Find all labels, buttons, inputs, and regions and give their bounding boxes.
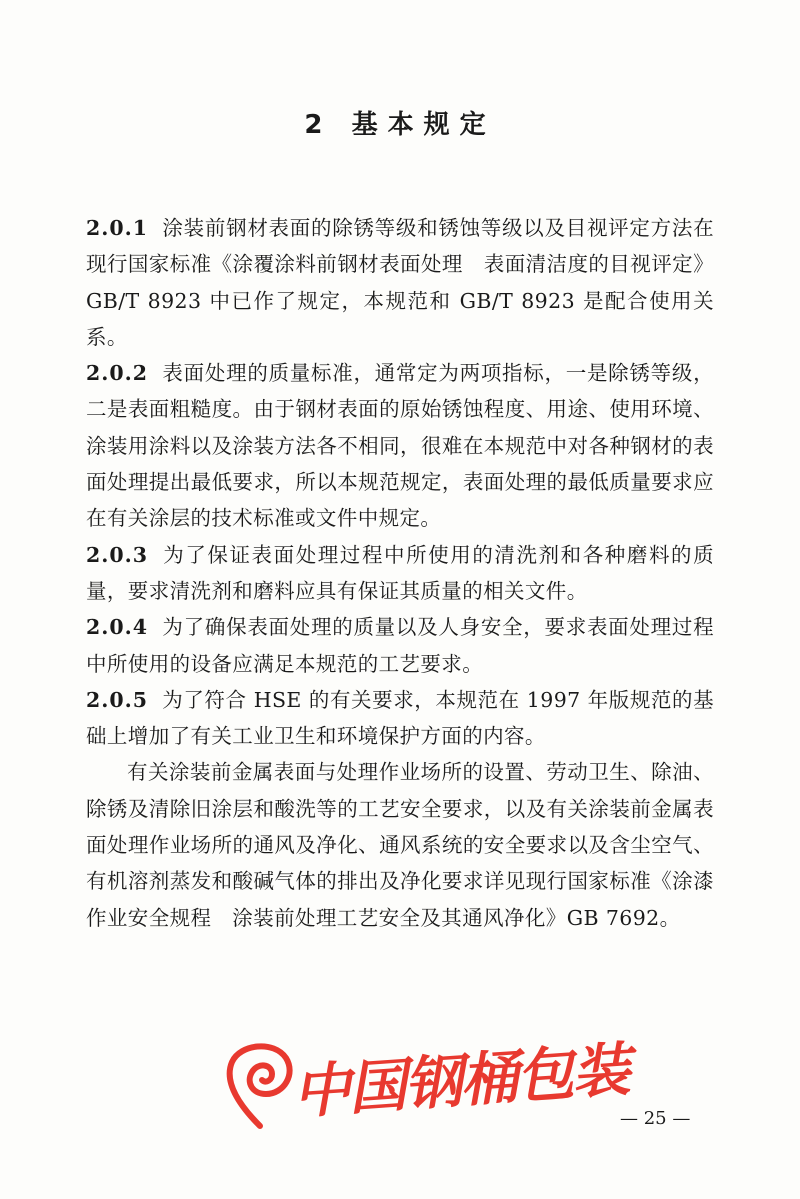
chapter-title: 2 基本规定 [304, 110, 496, 140]
clause-number: 2.0.2 [86, 361, 149, 386]
watermark-text: 中国钢桶包装 [290, 1035, 631, 1127]
continuation-paragraph: 有关涂装前金属表面与处理作业场所的设置、劳动卫生、除油、除锈及清除旧涂层和酸洗等的工艺安全要求，以及有关涂装前金属表面处理作业场所的通风及净化、通风系统的安全要求以及含尘空气、有机溶剂蒸发和酸碱气体的排出及净化要求详见现行国家标准《涂漆作业安全规程 涂装前处理工艺安全及其通风净化》GB 7692。 [86, 760, 714, 930]
page-number: — 25 — [620, 1108, 691, 1129]
spiral-logo-icon [222, 1036, 298, 1132]
section-2-0-3 [86, 537, 714, 610]
section-2-0-2 [86, 355, 714, 536]
clause-number: 2.0.3 [86, 542, 149, 567]
section-2-0-1 [86, 210, 714, 355]
clause-number: 2.0.4 [86, 615, 149, 640]
clause-number: 2.0.1 [86, 216, 149, 240]
clause-text: 为了符合 HSE 的有关要求，本规范在 1997 年版规范的基础上增加了有关工业卫生和环境保护方面的内容。 [86, 687, 714, 749]
section-2-0-4 [86, 609, 714, 682]
clause-text: 涂装前钢材表面的除锈等级和锈蚀等级以及目视评定方法在现行国家标准《涂覆涂料前钢材表面处理 表面清洁度的目视评定》GB/T 8923 中已作了规定，本规范和 GB/T 8923 是配合使用关系。 [86, 216, 714, 349]
clause-text: 为了确保表面处理的质量以及人身安全，要求表面处理过程中所使用的设备应满足本规范的工艺要求。 [86, 615, 714, 676]
clause-text: 表面处理的质量标准，通常定为两项指标，一是除锈等级，二是表面粗糙度。由于钢材表面的原始锈蚀程度、用途、使用环境、涂装用涂料以及涂装方法各不相同，很难在本规范中对各种钢材的表面处理提出最低要求，所以本规范规定，表面处理的最低质量要求应在有关涂层的技术标准或文件中规定。 [86, 361, 714, 531]
clause-text: 为了保证表面处理过程中所使用的清洗剂和各种磨料的质量，要求清洗剂和磨料应具有保证其质量的相关文件。 [86, 542, 714, 603]
watermark-logo [222, 1022, 631, 1142]
section-2-0-5 [86, 682, 714, 755]
body-text [86, 210, 714, 936]
clause-number: 2.0.5 [86, 687, 149, 712]
